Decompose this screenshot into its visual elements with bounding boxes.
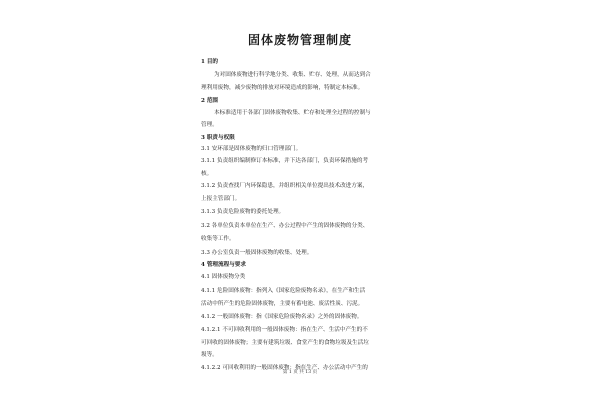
paragraph-line: 4.1.2.1 不可回收利用的一般固体废物：指在生产、生活中产生的不 [201, 327, 368, 333]
paragraph-line: 4.1.2.2 可回收利用的一般固体废物：指在生产、办公活动中产生的 [201, 365, 368, 371]
paragraph-line: 3.1 安环部是固体废物的归口管理部门。 [201, 146, 302, 152]
section-heading: 2 范围 [201, 98, 219, 104]
paragraph-line: 3.2 各单位负责本单位在生产、办公过程中产生的固体废物的分类、 [201, 223, 369, 229]
section-heading: 1 目的 [201, 59, 219, 65]
paragraph-line: 本标准适用于各部门固体废物收集、贮存和处理全过程的控制与 [214, 110, 371, 116]
paragraph-line: 管理。 [201, 122, 218, 128]
paragraph-line: 4.1.2 一般固体废物：指《国家危险废物名录》之外的固体废物。 [201, 314, 363, 320]
paragraph-line: 活动中所产生的危险固体废物，主要有蓄电池、废活性炭、污泥。 [201, 301, 364, 307]
paragraph-line: 理利用废物，减少废物的排放对环境造成的影响，特制定本标准。 [201, 85, 364, 91]
paragraph-line: 3.1.2 负责查找厂内环保隐患，并组织相关单位提出技术改进方案， [201, 183, 369, 189]
paragraph-line: 3.1.3 负责危险废物的委托处理。 [201, 209, 285, 215]
paragraph-line: 为对固体废物进行科学地分类、收集、贮存、处理，从而达到合 [214, 72, 371, 78]
paragraph-line: 4.1.1 危险固体废物：指列入《国家危险废物名录》，在生产和生活 [201, 288, 366, 294]
page-footer: 第 1 页 共 13 页 [282, 370, 318, 375]
section-heading: 4 管理流程与要求 [201, 262, 246, 268]
paragraph-line: 3.3 办公室负责一般固体废物的收集、处理。 [201, 250, 313, 256]
section-heading: 3 职责与权限 [201, 135, 235, 141]
paragraph-line: 核。 [201, 171, 213, 177]
paragraph-line: 3.1.1 负责组织编制修订本标准，并下达各部门，负责环保措施的考 [201, 158, 369, 164]
paragraph-line: 收集等工作。 [201, 236, 235, 242]
paragraph-line: 可回收的固体废物；主要有建筑垃圾、食堂产生的食物垃圾及生活垃 [201, 340, 369, 346]
paragraph-line: 圾等。 [201, 352, 218, 358]
paragraph-line: 4.1 固体废物分类 [201, 274, 246, 280]
paragraph-line: 上报主管部门。 [201, 196, 241, 202]
page-title: 固体废物管理制度 [247, 33, 352, 47]
